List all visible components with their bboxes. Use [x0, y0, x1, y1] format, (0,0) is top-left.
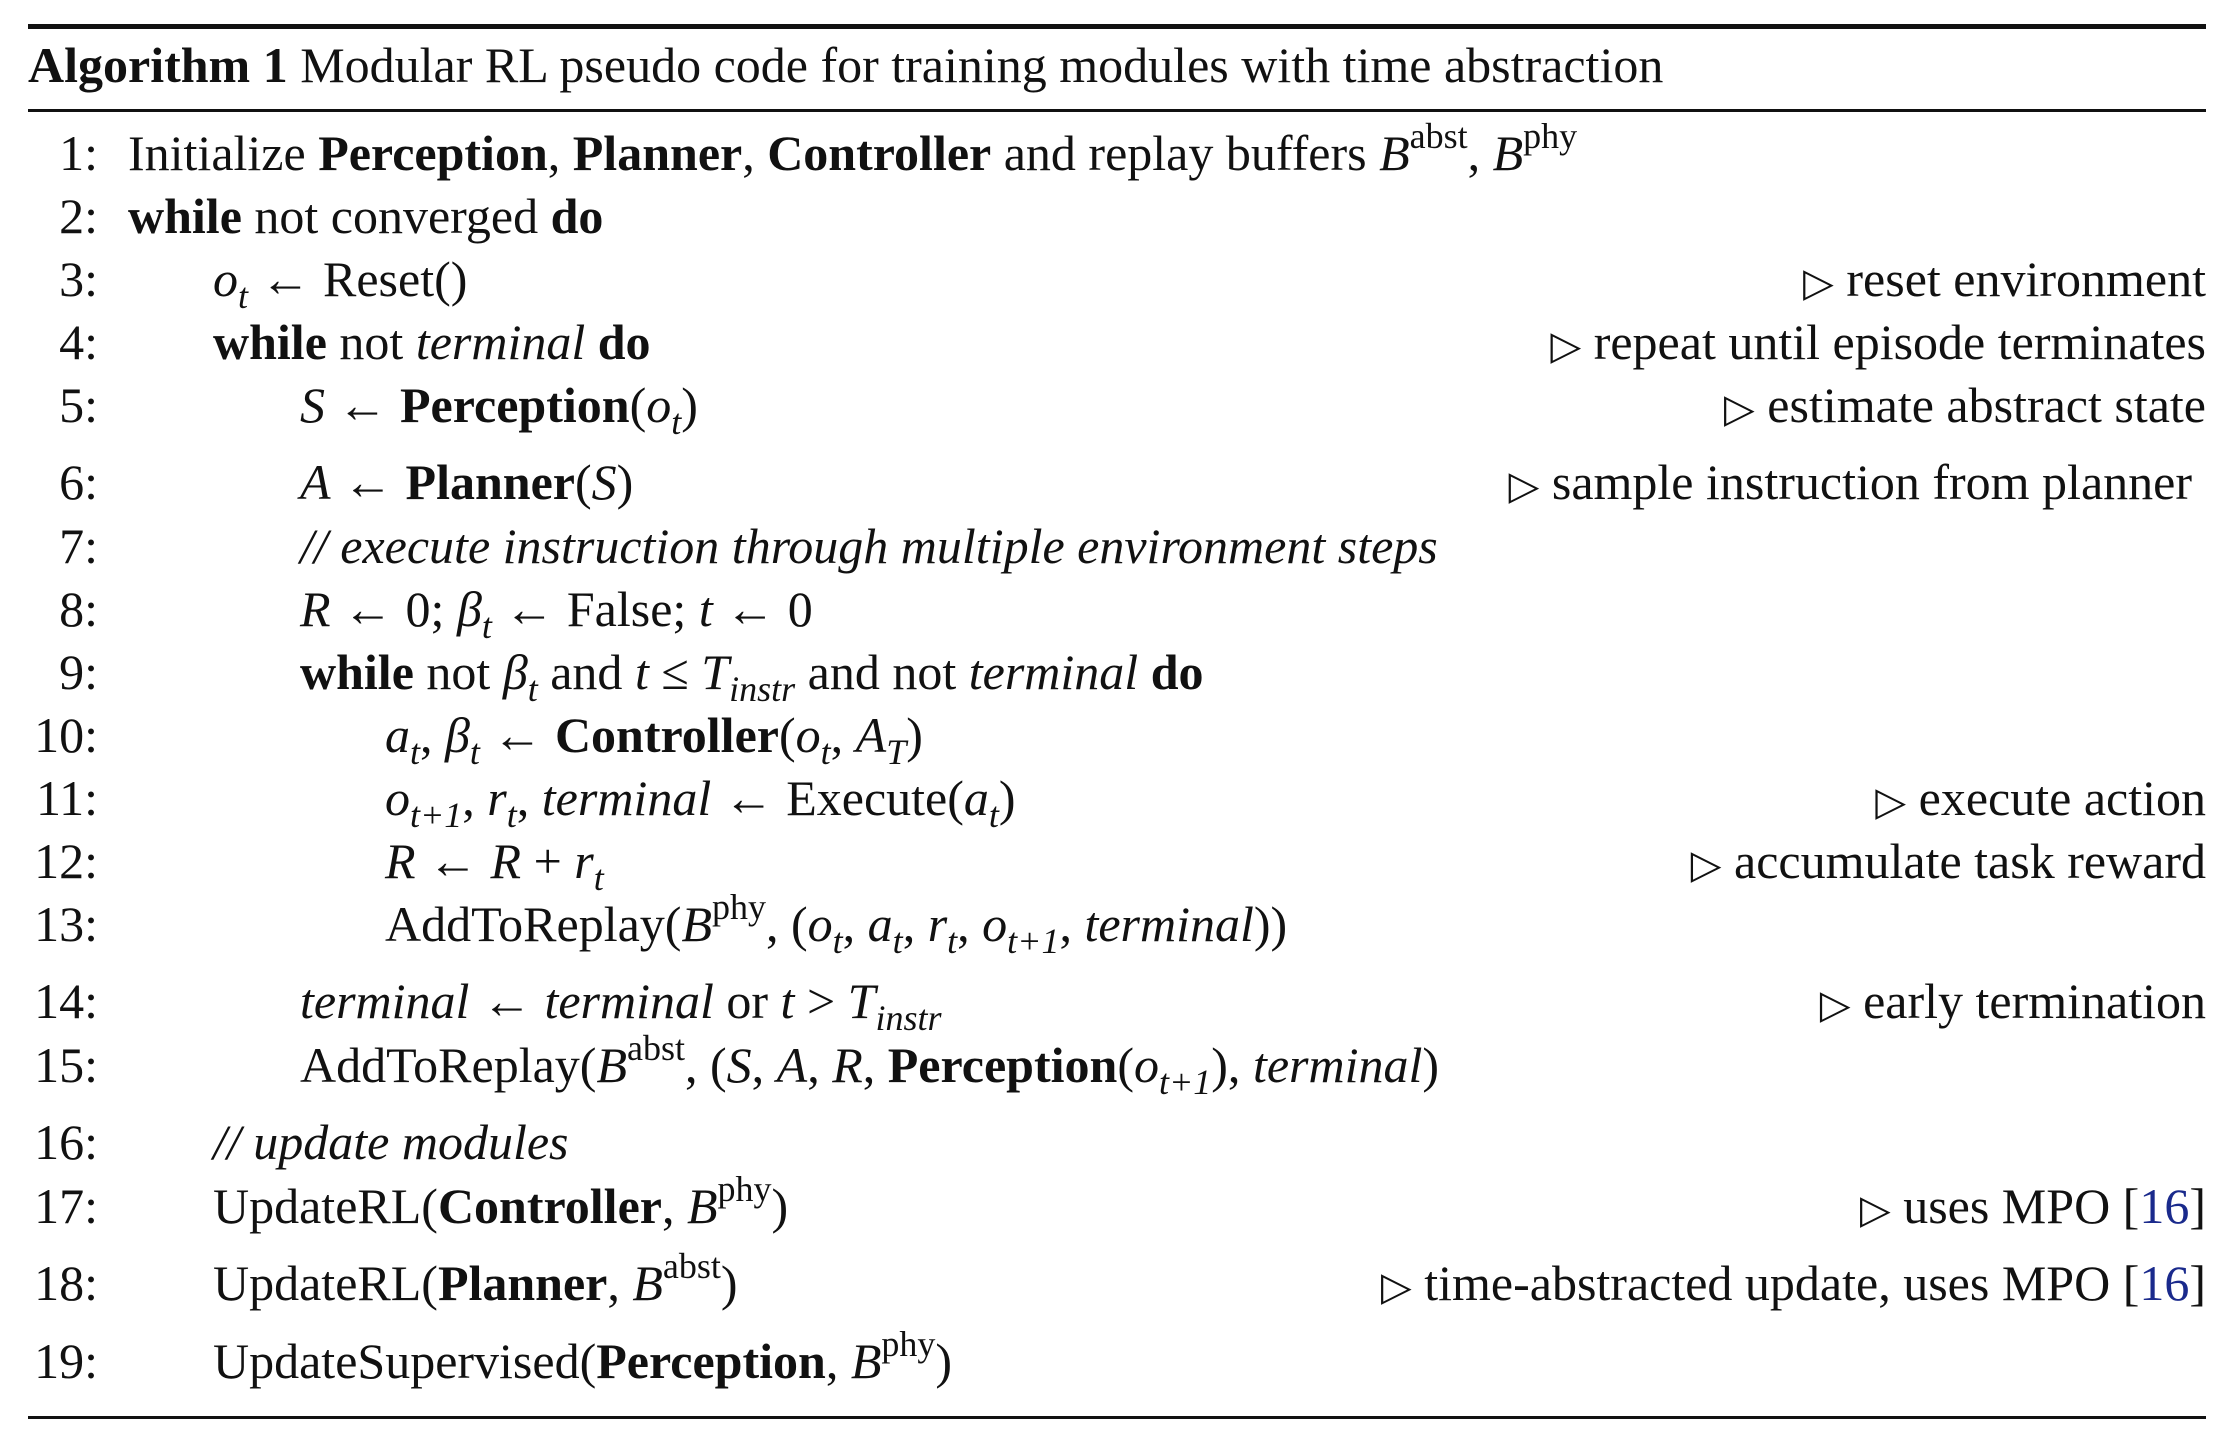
line-body: Initialize Perception, Planner, Controller and replay buffers $B^{abst}$, $B^{phy}$: [128, 116, 1578, 181]
line-comment: ▷ reset environment: [1803, 251, 2206, 307]
line-number: 8:: [59, 581, 98, 637]
algo-line-10: [28, 704, 2206, 772]
line-comment: ▷ time-abstracted update, uses MPO [16]: [1380, 1255, 2206, 1311]
bottom-rule: [28, 1416, 2206, 1419]
line-comment: ▷ accumulate task reward: [1690, 833, 2206, 889]
algo-line-1: [28, 116, 2206, 185]
algo-line-11: [28, 767, 2206, 835]
line-comment: ▷ early termination: [1819, 973, 2206, 1029]
line-number: 1:: [59, 125, 98, 181]
algo-line-13: [28, 887, 2206, 961]
line-body: $a_t$, $\beta_t$ ← $Controller(o_t$, $A_T$): [385, 707, 923, 772]
line-number: 16:: [34, 1114, 98, 1170]
algo-line-17: [28, 1169, 2206, 1238]
line-number: 19:: [34, 1333, 98, 1389]
line-body: S ← $Perception(o_t)$: [300, 377, 698, 442]
line-number: 12:: [34, 833, 98, 889]
algo-line-8: [28, 578, 2206, 646]
line-number: 5:: [59, 377, 98, 433]
line-body: while not terminal do: [213, 314, 651, 370]
line-number: 4:: [59, 314, 98, 370]
citation-link[interactable]: 16: [2139, 1178, 2190, 1234]
line-comment: ▷ estimate abstract state: [1724, 377, 2206, 433]
line-body: R ← $R + r_t$: [385, 833, 604, 898]
line-number: 17:: [34, 1178, 98, 1234]
algorithm-lines: [28, 116, 2206, 1394]
citation-link[interactable]: 16: [2139, 1255, 2190, 1311]
line-body: UpdateRL(Planner, $B^{abst}$): [213, 1246, 738, 1311]
line-number: 3:: [59, 251, 98, 307]
line-body: $AddToReplay(B^{abst}$, (S, A, R, $Perception(o_{t+1})$, terminal): [300, 1028, 1440, 1102]
line-comment: ▷ repeat until episode terminates: [1550, 314, 2206, 370]
line-number: 13:: [34, 896, 98, 952]
line-number: 15:: [34, 1037, 98, 1093]
line-comment-inline: // execute instruction through multiple environment steps: [300, 518, 1438, 574]
algo-line-15: [28, 1028, 2206, 1102]
algorithm-block: [28, 24, 2206, 1394]
algo-line-3: [28, 248, 2206, 316]
algo-line-6: [28, 437, 2206, 515]
algo-line-5: [28, 374, 2206, 442]
line-number: 7:: [59, 518, 98, 574]
line-body: $AddToReplay(B^{phy}$, ($o_t$, $a_t$, $r_t$, $o_{t+1}$, terminal)): [385, 887, 1288, 961]
line-body: R ← 0; $\beta_t$ ← False; t ← 0: [300, 581, 813, 646]
line-comment: ▷ uses MPO [16]: [1859, 1178, 2206, 1234]
algo-line-19: [28, 1316, 2206, 1394]
line-number: 2:: [59, 188, 98, 244]
algo-line-12: [28, 830, 2206, 898]
caption-title: Modular RL pseudo code for training modules with time abstraction: [300, 37, 1664, 93]
line-body: UpdateRL(Controller, $B^{phy}$): [213, 1169, 789, 1234]
caption-label: Algorithm 1: [28, 37, 288, 93]
line-comment: ▷ sample instruction from planner: [1508, 454, 2192, 510]
line-number: 10:: [34, 707, 98, 763]
line-number: 9:: [59, 644, 98, 700]
algo-line-14: [28, 956, 2206, 1038]
line-body: UpdateSupervised(Perception, $B^{phy}$): [213, 1324, 953, 1389]
algo-line-4: [28, 311, 2206, 374]
algo-line-2: [28, 185, 2206, 248]
line-comment: ▷ execute action: [1875, 770, 2206, 826]
line-comment-inline: // update modules: [213, 1114, 569, 1170]
line-body: terminal ← terminal or $t > T_{instr}$: [300, 973, 942, 1038]
algo-line-18: [28, 1238, 2206, 1316]
line-body: while not $\beta_t$ and $t \le T_{instr}$ and not terminal do: [300, 644, 1204, 709]
line-number: 6:: [59, 454, 98, 510]
algo-line-9: [28, 641, 2206, 709]
line-number: 18:: [34, 1255, 98, 1311]
line-number: 11:: [35, 770, 98, 826]
algorithm-caption: [28, 29, 2206, 95]
line-body: $o_{t+1}$, $r_t$, terminal ← $Execute(a_t)$: [385, 770, 1016, 835]
algo-line-7: [28, 515, 2206, 578]
line-body: $o_t$ ← Reset(): [213, 251, 468, 316]
line-body: A ← Planner(S): [300, 454, 634, 510]
algo-line-16: [28, 1097, 2206, 1175]
line-body: while not converged do: [128, 188, 604, 244]
line-number: 14:: [34, 973, 98, 1029]
caption-rule: [28, 109, 2206, 112]
